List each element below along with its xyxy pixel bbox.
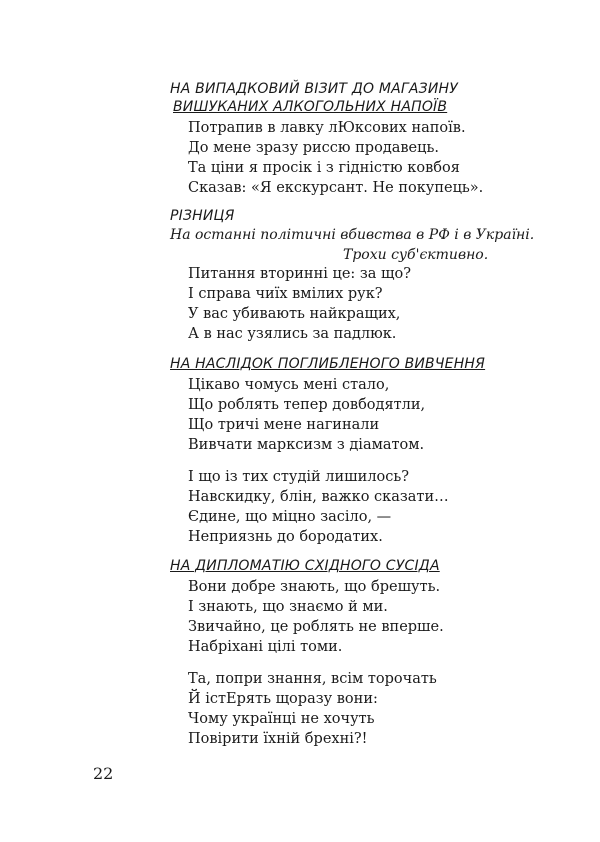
poem-title (170, 557, 440, 575)
verse-line: Звичайно, це роблять не вперше. (188, 619, 444, 635)
verse-line: Вони добре знають, що брешуть. (188, 579, 441, 595)
verse-line: І знають, що знаємо й ми. (188, 599, 388, 615)
page-number: 22 (93, 764, 114, 783)
verse-line: А в нас узялись за падлюк. (188, 326, 397, 342)
stanza (188, 264, 411, 344)
poem-title-line: ВИШУКАНИХ АЛКОГОЛЬНИХ НАПОЇВ (173, 99, 448, 115)
verse-line: Повірити їхній брехні?! (188, 731, 368, 747)
poem-title (170, 355, 485, 373)
verse-line: Цікаво чомусь мені стало, (188, 377, 390, 393)
poem-title-line: НА ВИПАДКОВИЙ ВІЗИТ ДО МАГАЗИНУ (170, 81, 458, 97)
verse-line: Й істЕрять щоразу вони: (188, 691, 378, 707)
verse-line: Неприязнь до бородатих. (188, 529, 383, 545)
stanza (188, 467, 449, 547)
stanza (188, 375, 425, 455)
verse-line: Навскидку, блін, важко сказати… (188, 489, 449, 505)
verse-line: Та ціни я просік і з гідністю ковбоя (188, 160, 460, 176)
verse-line: І справа чиїх вмілих рук? (188, 286, 383, 302)
verse-line: Чому українці не хочуть (188, 711, 375, 727)
verse-line: Потрапив в лавку лЮксових напоїв. (188, 120, 466, 136)
verse-line: Що роблять тепер довбодятли, (188, 397, 426, 413)
verse-line: Питання вторинні це: за що? (188, 266, 412, 282)
epigraph (170, 225, 534, 265)
verse-line: Набріхані цілі томи. (188, 639, 343, 655)
verse-line: Вивчати марксизм з діаматом. (188, 437, 425, 453)
poem-title-line: РІЗНИЦЯ (170, 208, 235, 224)
verse-line: Єдине, що міцно засіло, — (188, 509, 392, 525)
poem-title (170, 207, 235, 225)
poem-title (170, 80, 458, 116)
poem-title-line: НА НАСЛІДОК ПОГЛИБЛЕНОГО ВИВЧЕННЯ (170, 356, 486, 372)
stanza (188, 669, 437, 749)
verse-line: І що із тих студій лишилось? (188, 469, 410, 485)
epigraph-line: На останні політичні вбивства в РФ і в Україні. (170, 227, 535, 243)
verse-line: Сказав: «Я екскурсант. Не покупець». (188, 180, 484, 196)
verse-line: Що тричі мене нагинали (188, 417, 380, 433)
verse-line: До мене зразу риссю продавець. (188, 140, 439, 156)
stanza (188, 118, 483, 198)
stanza (188, 577, 444, 657)
verse-line: У вас убивають найкращих, (188, 306, 401, 322)
epigraph-line: Трохи суб'єктивно. (343, 247, 489, 263)
poem-title-line: НА ДИПЛОМАТІЮ СХІДНОГО СУСІДА (170, 558, 440, 574)
verse-line: Та, попри знання, всім торочать (188, 671, 437, 687)
